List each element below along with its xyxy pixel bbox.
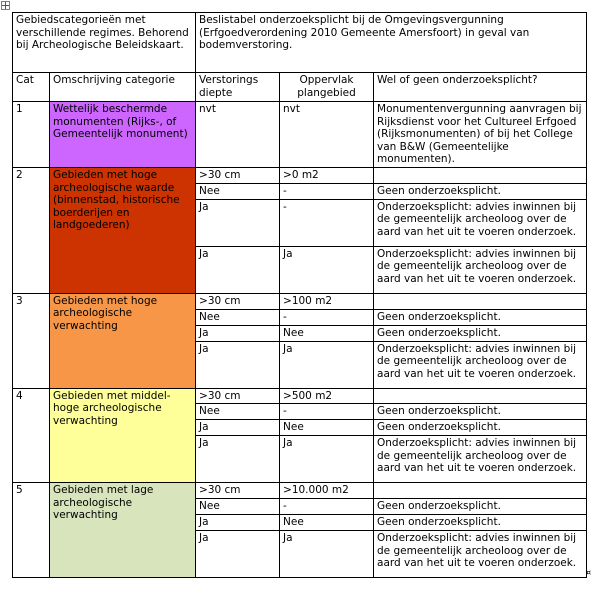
obligation-cell xyxy=(374,167,587,183)
cat-number-cell: 5 xyxy=(13,483,50,578)
table-header-row xyxy=(13,13,587,73)
depth-cell: Ja xyxy=(196,420,280,436)
depth-cell: >30 cm xyxy=(196,167,280,183)
column-header-depth: Verstorings diepte xyxy=(196,73,280,102)
table-row xyxy=(13,388,587,404)
obligation-cell: Geen onderzoeksplicht. xyxy=(374,515,587,531)
area-cell: nvt xyxy=(280,102,374,168)
area-cell: Ja xyxy=(280,531,374,578)
cat-number-cell: 1 xyxy=(13,102,50,168)
obligation-cell: Geen onderzoeksplicht. xyxy=(374,499,587,515)
area-cell: Ja xyxy=(280,436,374,483)
column-header-cat: Cat xyxy=(13,73,50,102)
depth-cell: Ja xyxy=(196,515,280,531)
area-cell: Nee xyxy=(280,515,374,531)
obligation-cell: Monumentenvergunning aanvragen bij Rijksdienst voor het Cultureel Erfgoed (Rijksmonumenten) of bij het College van B&W (Gemeentelijke monumenten). xyxy=(374,102,587,168)
depth-cell: Nee xyxy=(196,309,280,325)
area-cell: Nee xyxy=(280,325,374,341)
column-header-description: Omschrijving categorie xyxy=(50,73,196,102)
area-cell: >10.000 m2 xyxy=(280,483,374,499)
table-row xyxy=(13,167,587,183)
depth-cell: Ja xyxy=(196,436,280,483)
depth-cell: Nee xyxy=(196,404,280,420)
table-move-handle-icon[interactable] xyxy=(1,1,10,10)
depth-cell: Nee xyxy=(196,499,280,515)
cat-description-cell: Wettelijk beschermde monumenten (Rijks-, of Gemeentelijk monument) xyxy=(50,102,196,168)
area-cell: - xyxy=(280,404,374,420)
cat-description-cell: Gebieden met hoge archeologische waarde (binnenstad, historische boerderijen en landgoederen) xyxy=(50,167,196,293)
table-row xyxy=(13,293,587,309)
decision-table xyxy=(12,12,587,578)
cat-description-cell: Gebieden met middel-hoge archeologische verwachting xyxy=(50,388,196,483)
depth-cell: nvt xyxy=(196,102,280,168)
row-end-marker-icon: ¤ xyxy=(586,568,592,577)
obligation-cell xyxy=(374,293,587,309)
obligation-cell xyxy=(374,388,587,404)
obligation-cell: Onderzoeksplicht: advies inwinnen bij de gemeentelijk archeoloog over de aard van het uit te voeren onderzoek. xyxy=(374,341,587,388)
area-cell: Ja xyxy=(280,341,374,388)
obligation-cell xyxy=(374,483,587,499)
obligation-cell: Onderzoeksplicht: advies inwinnen bij de gemeentelijk archeoloog over de aard van het uit te voeren onderzoek. xyxy=(374,531,587,578)
obligation-cell: Geen onderzoeksplicht. xyxy=(374,404,587,420)
obligation-cell: Onderzoeksplicht: advies inwinnen bij de gemeentelijk archeoloog over de aard van het uit te voeren onderzoek. xyxy=(374,436,587,483)
cat-number-cell: 4 xyxy=(13,388,50,483)
area-cell: - xyxy=(280,199,374,246)
depth-cell: Nee xyxy=(196,183,280,199)
column-header-row xyxy=(13,73,587,102)
depth-cell: Ja xyxy=(196,341,280,388)
header-left-cell: Gebiedscategorieën met verschillende regimes. Behorend bij Archeologische Beleidskaart. xyxy=(13,13,196,73)
depth-cell: Ja xyxy=(196,325,280,341)
obligation-cell: Geen onderzoeksplicht. xyxy=(374,325,587,341)
obligation-cell: Geen onderzoeksplicht. xyxy=(374,183,587,199)
depth-cell: Ja xyxy=(196,246,280,293)
depth-cell: >30 cm xyxy=(196,293,280,309)
cat-description-cell: Gebieden met hoge archeologische verwachting xyxy=(50,293,196,388)
cat-description-cell: Gebieden met lage archeologische verwachting xyxy=(50,483,196,578)
obligation-cell: Onderzoeksplicht: advies inwinnen bij de gemeentelijk archeoloog over de aard van het uit te voeren onderzoek. xyxy=(374,199,587,246)
obligation-cell: Geen onderzoeksplicht. xyxy=(374,309,587,325)
area-cell: - xyxy=(280,183,374,199)
depth-cell: Ja xyxy=(196,199,280,246)
depth-cell: Ja xyxy=(196,531,280,578)
area-cell: - xyxy=(280,309,374,325)
area-cell: >500 m2 xyxy=(280,388,374,404)
header-right-cell: Beslistabel onderzoeksplicht bij de Omgevingsvergunning (Erfgoedverordening 2010 Gemeente Amersfoort) in geval van bodemverstoring. xyxy=(196,13,587,73)
area-cell: - xyxy=(280,499,374,515)
area-cell: >100 m2 xyxy=(280,293,374,309)
depth-cell: >30 cm xyxy=(196,483,280,499)
table-row xyxy=(13,483,587,499)
cat-number-cell: 3 xyxy=(13,293,50,388)
column-header-obligation: Wel of geen onderzoeksplicht? xyxy=(374,73,587,102)
area-cell: >0 m2 xyxy=(280,167,374,183)
column-header-area: Oppervlak plangebied xyxy=(280,73,374,102)
depth-cell: >30 cm xyxy=(196,388,280,404)
area-cell: Nee xyxy=(280,420,374,436)
obligation-cell: Geen onderzoeksplicht. xyxy=(374,420,587,436)
area-cell: Ja xyxy=(280,246,374,293)
obligation-cell: Onderzoeksplicht: advies inwinnen bij de gemeentelijk archeoloog over de aard van het uit te voeren onderzoek. xyxy=(374,246,587,293)
table-row xyxy=(13,102,587,168)
cat-number-cell: 2 xyxy=(13,167,50,293)
